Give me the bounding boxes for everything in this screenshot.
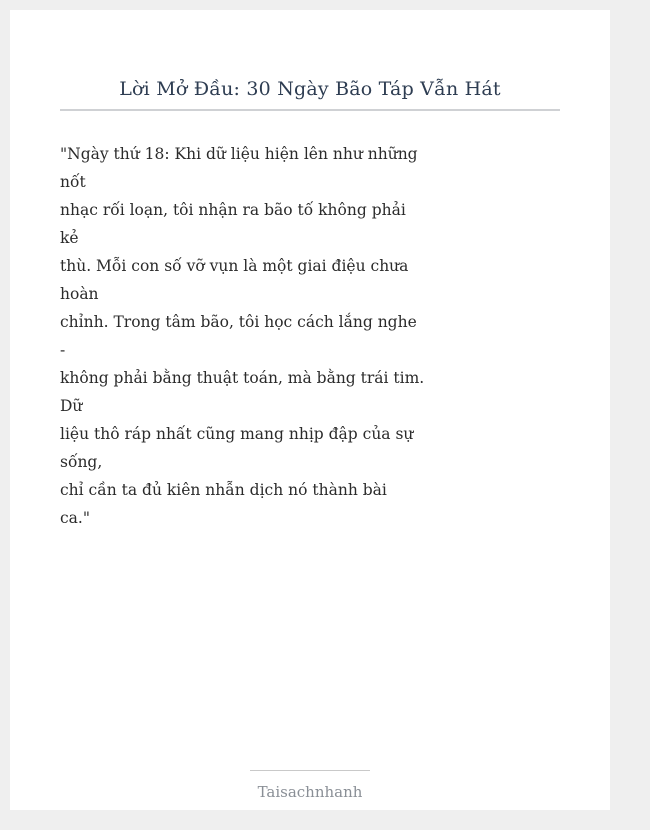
footer-divider [250, 770, 370, 771]
text-line: "Ngày thứ 18: Khi dữ liệu hiện lên như những [60, 145, 418, 163]
text-line: hoàn [60, 285, 99, 303]
text-line: kẻ [60, 229, 79, 247]
text-line: sống, [60, 453, 103, 471]
text-line: Dữ [60, 397, 83, 415]
text-line: nốt [60, 173, 86, 191]
text-line: ca." [60, 509, 90, 527]
text-line: chỉ cần ta đủ kiên nhẫn dịch nó thành bài [60, 481, 387, 499]
quote-paragraph [60, 140, 425, 532]
page-title: Lời Mở Đầu: 30 Ngày Bão Táp Vẫn Hát [119, 78, 501, 100]
text-line: liệu thô ráp nhất cũng mang nhịp đập của sự [60, 425, 414, 443]
footer-brand: Taisachnhanh [257, 783, 363, 801]
text-line: chỉnh. Trong tâm bão, tôi học cách lắng nghe [60, 313, 417, 331]
text-line: không phải bằng thuật toán, mà bằng trái tim. [60, 369, 425, 387]
title-divider [60, 109, 560, 111]
text-line: thù. Mỗi con số vỡ vụn là một giai điệu chưa [60, 257, 409, 275]
text-line: nhạc rối loạn, tôi nhận ra bão tố không phải [60, 201, 406, 219]
document-page [10, 10, 610, 810]
text-line: - [60, 341, 66, 359]
